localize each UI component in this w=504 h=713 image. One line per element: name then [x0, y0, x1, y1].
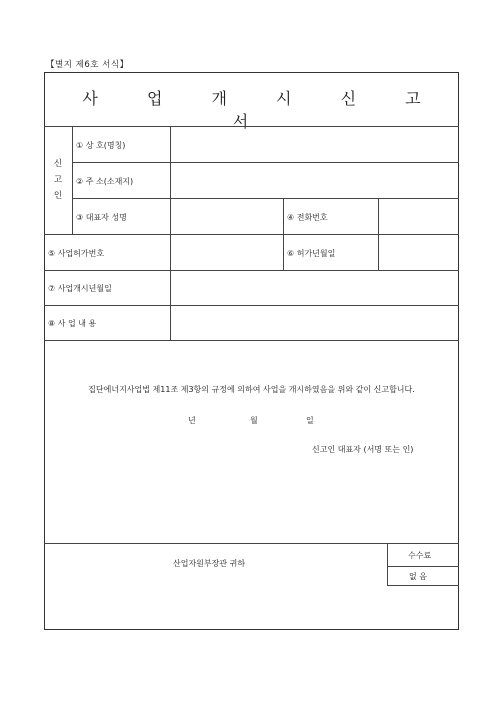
row-divider — [44, 543, 459, 544]
form-number-label: 【별지 제6호 서식】 — [46, 60, 129, 70]
date-day-label: 일 — [306, 416, 314, 425]
fee-value: 없 음 — [409, 572, 427, 581]
business-content-label: ⑧ 사 업 내 용 — [48, 319, 97, 328]
declaration-statement: 집단에너지사업법 제11조 제3항의 규정에 의하여 사업을 개시하였음을 위와 같이 신고합니다. — [88, 385, 415, 394]
applicant-column-divider — [72, 126, 73, 234]
date-year-label: 년 — [188, 416, 196, 425]
signature-line: 신고인 대표자 (서명 또는 인) — [312, 445, 414, 454]
phone-field[interactable] — [379, 199, 458, 233]
applicant-label-char: 신 — [53, 159, 63, 169]
phone-label: ④ 전화번호 — [287, 213, 328, 222]
start-date-label: ⑦ 사업개시년월일 — [48, 284, 112, 293]
license-number-label: ⑤ 사업허가번호 — [48, 249, 105, 258]
fee-label: 수수료 — [408, 551, 432, 560]
license-date-field[interactable] — [379, 235, 458, 269]
business-content-field[interactable] — [171, 306, 458, 339]
address-field[interactable] — [171, 163, 458, 197]
recipient-text: 산업자원부장관 귀하 — [173, 559, 246, 568]
start-date-field[interactable] — [171, 271, 458, 304]
license-number-field[interactable] — [171, 235, 282, 269]
applicant-label-char: 고 — [53, 175, 63, 185]
applicant-label-char: 인 — [53, 191, 63, 201]
address-label: ② 주 소(소재지) — [76, 177, 134, 186]
form-title: 사 업 개 시 신 고 서 — [82, 89, 443, 131]
row-divider — [44, 340, 459, 341]
fee-column-divider — [387, 543, 388, 585]
representative-field[interactable] — [171, 199, 282, 233]
fee-divider — [387, 585, 459, 586]
trade-name-field[interactable] — [171, 127, 458, 161]
representative-label: ③ 대표자 성명 — [76, 213, 127, 222]
trade-name-label: ① 상 호(명칭) — [76, 141, 126, 150]
license-date-label: ⑥ 허가년월일 — [287, 249, 336, 258]
mid-column-divider — [283, 198, 284, 270]
fee-divider — [387, 566, 459, 567]
date-month-label: 월 — [250, 416, 258, 425]
